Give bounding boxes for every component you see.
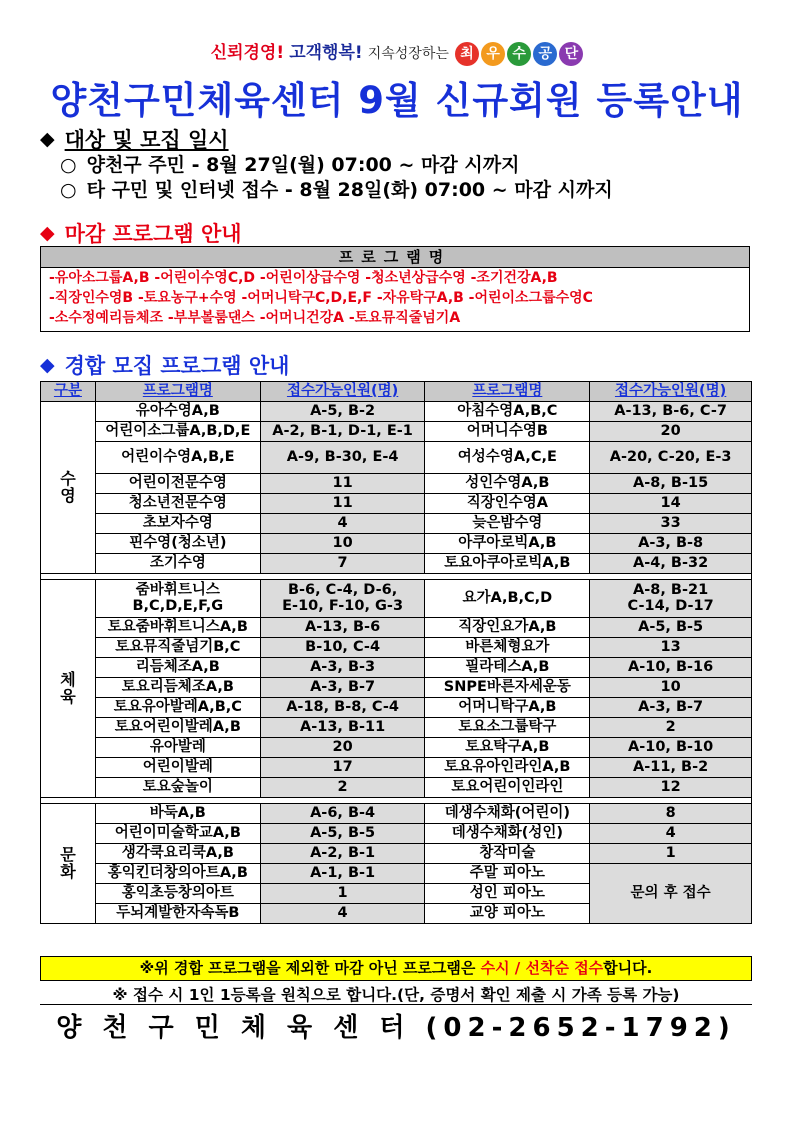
table-row: [41, 698, 752, 718]
closed-programs-line: -유아소그룹A,B -어린이수영C,D -어린이상급수영 -청소년상급수영 -조기건강A,B: [49, 270, 558, 286]
program-name: 어머니탁구A,B: [425, 698, 590, 718]
program-name: 어머니수영B: [425, 422, 590, 442]
category-cell: 체 육: [41, 580, 96, 798]
program-name: 유아수영A,B: [95, 402, 260, 422]
capacity-value: A-6, B-4: [260, 804, 425, 824]
capacity-value: 1: [590, 844, 752, 864]
capacity-value: 11: [260, 494, 425, 514]
program-name: 토요리듬체조A,B: [95, 678, 260, 698]
table-row: [41, 534, 752, 554]
table-row: [41, 580, 752, 618]
program-name: 데생수채화(성인): [425, 824, 590, 844]
capacity-value: 17: [260, 758, 425, 778]
capacity-value: 12: [590, 778, 752, 798]
table-row: [41, 638, 752, 658]
page-title: 양천구민체육센터 9월 신규회원 등록안내: [50, 79, 744, 122]
program-name: 토요소그룹탁구: [425, 718, 590, 738]
program-name: 요가A,B,C,D: [425, 580, 590, 618]
capacity-value: A-2, B-1, D-1, E-1: [260, 422, 425, 442]
capacity-value: 2: [260, 778, 425, 798]
program-name: 홍익킨더창의아트A,B: [95, 864, 260, 884]
schedule-item: [60, 150, 519, 177]
capacity-value: A-11, B-2: [590, 758, 752, 778]
capacity-value: 4: [590, 824, 752, 844]
table-row: [41, 678, 752, 698]
competitive-programs-table: [40, 381, 752, 924]
program-name: 성인 피아노: [425, 884, 590, 904]
capacity-value: 11: [260, 474, 425, 494]
capacity-value: 8: [590, 804, 752, 824]
program-name: 청소년전문수영: [95, 494, 260, 514]
capacity-value: 2: [590, 718, 752, 738]
program-name: 토요어린이인라인: [425, 778, 590, 798]
section-title: 대상 및 모집 일시: [64, 128, 229, 152]
table-row: [41, 402, 752, 422]
brand-char: 최: [455, 42, 479, 66]
slogan-part2: 고객행복!: [289, 43, 363, 63]
table-row: [41, 804, 752, 824]
capacity-value: A-20, C-20, E-3: [590, 442, 752, 474]
program-name: 리듬체조A,B: [95, 658, 260, 678]
program-name: 어린이미술학교A,B: [95, 824, 260, 844]
program-name: 토요뮤직줄넘기B,C: [95, 638, 260, 658]
table-row: [41, 738, 752, 758]
program-name: 성인수영A,B: [425, 474, 590, 494]
program-name: 어린이발레: [95, 758, 260, 778]
notice-banner: [40, 956, 752, 981]
capacity-value: A-5, B-2: [260, 402, 425, 422]
capacity-value: A-1, B-1: [260, 864, 425, 884]
table-row: [41, 494, 752, 514]
table-row: [41, 514, 752, 534]
capacity-value: 4: [260, 904, 425, 924]
capacity-value: A-8, B-15: [590, 474, 752, 494]
capacity-value: 10: [260, 534, 425, 554]
capacity-value: A-18, B-8, C-4: [260, 698, 425, 718]
brand-char: 공: [533, 42, 557, 66]
header-capacity: 접수가능인원(명): [590, 382, 752, 402]
capacity-value: 33: [590, 514, 752, 534]
brand-char: 수: [507, 42, 531, 66]
category-cell: 수 영: [41, 402, 96, 574]
program-name: 토요어린이발레A,B: [95, 718, 260, 738]
capacity-value: A-13, B-6, C-7: [590, 402, 752, 422]
table-row: [41, 864, 752, 884]
capacity-value: 1: [260, 884, 425, 904]
program-name: SNPE바른자세운동: [425, 678, 590, 698]
program-name: 어린이소그룹A,B,D,E: [95, 422, 260, 442]
program-name: 아침수영A,B,C: [425, 402, 590, 422]
closed-programs-line: -직장인수영B -토요농구+수영 -어머니탁구C,D,E,F -자유탁구A,B -어린이소그룹수영C: [49, 290, 593, 306]
program-name: 토요유아인라인A,B: [425, 758, 590, 778]
table-row: [41, 824, 752, 844]
table-row: [41, 554, 752, 574]
section-closed-heading: [40, 218, 242, 248]
diamond-icon: ◆: [40, 128, 55, 150]
table-row: [41, 422, 752, 442]
table-row: [41, 778, 752, 798]
program-name: 늦은밤수영: [425, 514, 590, 534]
diamond-icon: ◆: [40, 354, 55, 376]
circle-bullet-icon: ○: [60, 154, 77, 176]
program-name: 생각쿡요리쿡A,B: [95, 844, 260, 864]
section-title: 경합 모집 프로그램 안내: [64, 354, 290, 378]
header-program: 프로그램명: [95, 382, 260, 402]
capacity-value: A-3, B-8: [590, 534, 752, 554]
capacity-value: A-2, B-1: [260, 844, 425, 864]
table-row: [41, 474, 752, 494]
schedule-text: 양천구 주민 - 8월 27일(월) 07:00 ~ 마감 시까지: [86, 154, 520, 176]
program-name: 홍익초등창의아트: [95, 884, 260, 904]
capacity-value: 20: [260, 738, 425, 758]
section-competitive-heading: [40, 350, 289, 380]
brand-char: 우: [481, 42, 505, 66]
program-name: 핀수영(청소년): [95, 534, 260, 554]
capacity-value: A-3, B-7: [590, 698, 752, 718]
capacity-value: A-13, B-11: [260, 718, 425, 738]
closed-programs-header: 프로그램명: [41, 247, 749, 268]
capacity-value: A-10, B-10: [590, 738, 752, 758]
table-row: [41, 618, 752, 638]
program-name: 직장인요가A,B: [425, 618, 590, 638]
capacity-value: B-6, C-4, D-6, E-10, F-10, G-3: [260, 580, 425, 618]
closed-programs-line: -소수정예리듬체조 -부부볼룸댄스 -어머니건강A -토요뮤직줄넘기A: [49, 310, 461, 326]
program-name: 주말 피아노: [425, 864, 590, 884]
capacity-value: A-3, B-3: [260, 658, 425, 678]
section-title: 마감 프로그램 안내: [64, 222, 242, 246]
slogan-part1: 신뢰경영!: [210, 43, 285, 63]
program-name: 초보자수영: [95, 514, 260, 534]
capacity-value: A-8, B-21 C-14, D-17: [590, 580, 752, 618]
registration-note: ※ 접수 시 1인 1등록을 원칙으로 합니다.(단, 증명서 확인 제출 시 가족 등록 가능): [112, 986, 680, 1004]
capacity-value: A-5, B-5: [590, 618, 752, 638]
slogan: [0, 38, 794, 66]
program-name: 토요줌바휘트니스A,B: [95, 618, 260, 638]
program-name: 유아발레: [95, 738, 260, 758]
schedule-item: [60, 175, 613, 202]
program-name: 바른체형요가: [425, 638, 590, 658]
schedule-text: 타 구민 및 인터넷 접수 - 8월 28일(화) 07:00 ~ 마감 시까지: [86, 179, 613, 201]
brand-char: 단: [559, 42, 583, 66]
table-row: [41, 718, 752, 738]
table-row: [41, 844, 752, 864]
closed-programs-box: [40, 246, 750, 332]
program-name: 바둑A,B: [95, 804, 260, 824]
program-name: 두뇌계발한자속독B: [95, 904, 260, 924]
program-name: 직장인수영A: [425, 494, 590, 514]
program-name: 여성수영A,C,E: [425, 442, 590, 474]
capacity-value: 14: [590, 494, 752, 514]
capacity-value: A-5, B-5: [260, 824, 425, 844]
header-program: 프로그램명: [425, 382, 590, 402]
header-capacity: 접수가능인원(명): [260, 382, 425, 402]
capacity-value: 13: [590, 638, 752, 658]
capacity-value: A-4, B-32: [590, 554, 752, 574]
program-name: 창작미술: [425, 844, 590, 864]
brand-logo: [458, 42, 583, 66]
diamond-icon: ◆: [40, 222, 55, 244]
capacity-value: A-10, B-16: [590, 658, 752, 678]
capacity-value: A-13, B-6: [260, 618, 425, 638]
capacity-value: B-10, C-4: [260, 638, 425, 658]
program-name: 필라테스A,B: [425, 658, 590, 678]
notice-highlight: 수시 / 선착순 접수: [480, 959, 604, 977]
program-name: 조기수영: [95, 554, 260, 574]
category-cell: 문 화: [41, 804, 96, 924]
program-name: 토요숲놀이: [95, 778, 260, 798]
capacity-value: 20: [590, 422, 752, 442]
notice-suffix: 합니다.: [603, 959, 653, 977]
program-name: 아쿠아로빅A,B: [425, 534, 590, 554]
capacity-value: 7: [260, 554, 425, 574]
footer-contact: 양 천 구 민 체 육 센 터 (02-2652-1792): [40, 1004, 752, 1044]
program-name: 어린이수영A,B,E: [95, 442, 260, 474]
capacity-value: 문의 후 접수: [590, 864, 752, 924]
program-name: 데생수채화(어린이): [425, 804, 590, 824]
table-row: [41, 442, 752, 474]
program-name: 토요유아발레A,B,C: [95, 698, 260, 718]
capacity-value: 4: [260, 514, 425, 534]
capacity-value: A-9, B-30, E-4: [260, 442, 425, 474]
program-name: 토요아쿠아로빅A,B: [425, 554, 590, 574]
header-category: 구분: [41, 382, 96, 402]
program-name: 어린이전문수영: [95, 474, 260, 494]
table-row: [41, 658, 752, 678]
capacity-value: 10: [590, 678, 752, 698]
capacity-value: A-3, B-7: [260, 678, 425, 698]
program-name: 교양 피아노: [425, 904, 590, 924]
notice-prefix: ※위 경합 프로그램을 제외한 마감 아닌 프로그램은: [139, 959, 481, 977]
table-row: [41, 758, 752, 778]
program-name: 토요탁구A,B: [425, 738, 590, 758]
slogan-part3: 지속성장하는: [367, 46, 449, 62]
program-name: 줌바휘트니스 B,C,D,E,F,G: [95, 580, 260, 618]
circle-bullet-icon: ○: [60, 179, 77, 201]
